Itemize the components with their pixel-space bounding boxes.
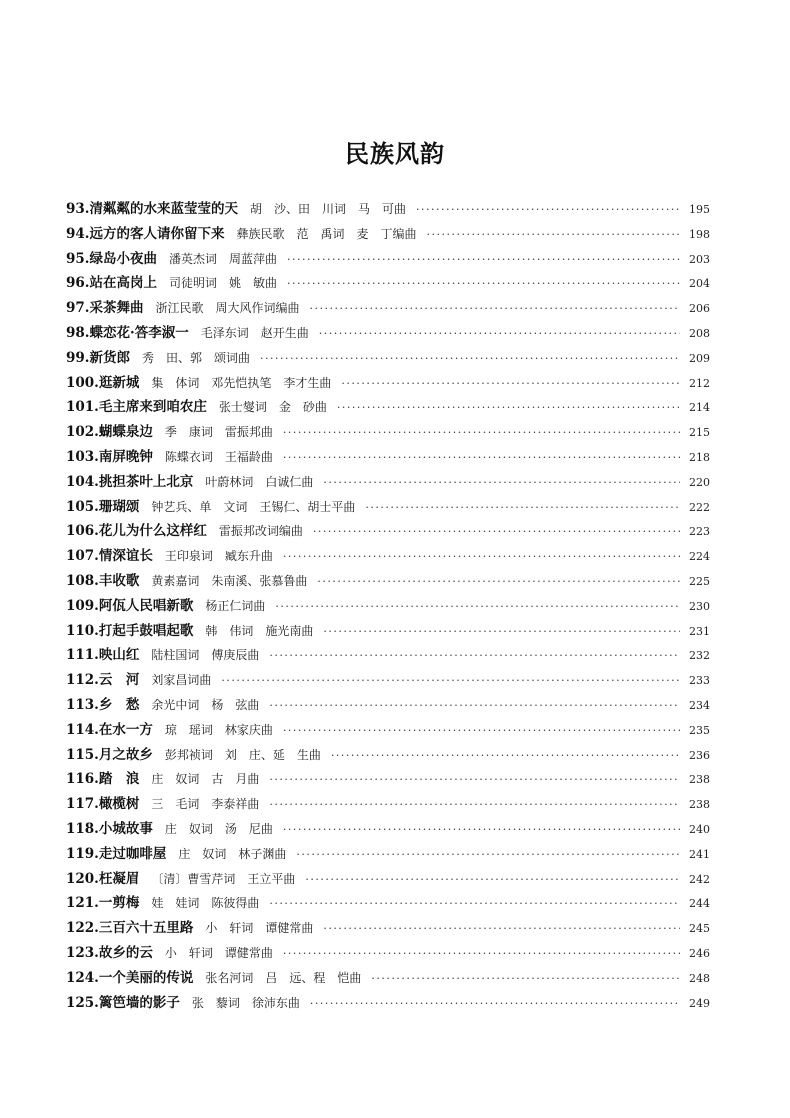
song-title: 挑担茶叶上北京 — [98, 473, 194, 490]
page-number: 214 — [689, 401, 710, 415]
toc-entry[interactable] — [66, 743, 710, 768]
page-number: 209 — [689, 351, 710, 365]
song-title: 情深谊长 — [98, 548, 153, 565]
song-title: 走过咖啡屋 — [98, 845, 167, 862]
song-title: 花儿为什么这样红 — [98, 523, 207, 540]
toc-entry[interactable] — [66, 247, 710, 272]
entry-number: 104. — [66, 473, 99, 490]
song-credit: 彝族民歌 范 禹词 麦 丁编曲 — [236, 226, 417, 241]
dot-leader — [283, 421, 680, 445]
page-number: 198 — [689, 227, 710, 241]
page-number: 241 — [689, 847, 710, 861]
toc-entry[interactable] — [66, 792, 710, 817]
song-credit: 胡 沙、田 川词 马 可曲 — [250, 202, 407, 216]
page-number: 224 — [689, 550, 710, 564]
dot-leader — [283, 942, 680, 966]
song-title: 采茶舞曲 — [89, 300, 144, 317]
page-number: 242 — [689, 872, 710, 886]
page-number: 215 — [689, 426, 710, 440]
song-credit: 陈蝶衣词 王福龄曲 — [164, 449, 273, 464]
toc-entry[interactable] — [66, 643, 710, 668]
song-credit: 杨正仁词曲 — [205, 598, 266, 613]
entry-number: 106. — [66, 523, 99, 540]
toc-entry[interactable] — [66, 594, 710, 619]
dot-leader — [371, 967, 680, 991]
entry-number: 111. — [66, 647, 99, 664]
song-credit: 张士燮词 金 砂曲 — [218, 400, 327, 415]
song-credit: 三 毛词 李泰祥曲 — [151, 797, 260, 812]
song-title: 远方的客人请你留下来 — [89, 225, 225, 242]
entry-number: 102. — [66, 424, 99, 441]
toc-entry[interactable] — [66, 271, 710, 296]
dot-leader — [337, 396, 680, 420]
song-credit: 张 藜词 徐沛东曲 — [191, 995, 300, 1010]
toc-entry[interactable] — [66, 495, 710, 520]
song-title: 三百六十五里路 — [98, 920, 194, 937]
song-credit: 钟艺兵、单 文词 王锡仁、胡士平曲 — [151, 499, 356, 514]
toc-entry[interactable] — [66, 321, 710, 346]
page-number: 240 — [689, 822, 710, 836]
song-title: 阿佤人民唱新歌 — [98, 597, 194, 614]
page-number: 212 — [689, 376, 710, 390]
song-credit: 陆柱国词 傅庚辰曲 — [151, 648, 260, 663]
song-title: 丰收歌 — [98, 572, 140, 589]
entry-number: 120. — [66, 870, 99, 887]
entry-number: 122. — [66, 920, 99, 937]
song-credit: 琼 瑶词 林家庆曲 — [164, 722, 273, 737]
toc-entry[interactable] — [66, 619, 710, 644]
toc-entry[interactable] — [66, 891, 710, 916]
dot-leader — [323, 917, 680, 941]
entry-number: 124. — [66, 969, 99, 986]
dot-leader — [269, 644, 680, 668]
page-number: 235 — [689, 723, 710, 737]
entry-number: 94. — [66, 225, 90, 242]
song-credit: 庄 奴词 汤 尼曲 — [164, 821, 273, 836]
dot-leader — [416, 198, 680, 222]
entry-number: 119. — [66, 845, 99, 862]
page-number: 233 — [689, 674, 710, 688]
entry-number: 99. — [66, 349, 90, 366]
toc-entry[interactable] — [66, 420, 710, 445]
song-title: 小城故事 — [98, 820, 153, 837]
dot-leader — [305, 868, 680, 892]
entry-number: 107. — [66, 548, 99, 565]
dot-leader — [323, 471, 680, 495]
entry-number: 118. — [66, 820, 99, 837]
song-title: 映山红 — [98, 647, 140, 664]
toc-entry[interactable] — [66, 991, 710, 1016]
song-credit: 小 轩词 谭健常曲 — [164, 945, 273, 960]
dot-leader — [296, 843, 680, 867]
dot-leader — [310, 992, 680, 1016]
entry-number: 116. — [66, 771, 99, 788]
entry-number: 112. — [66, 672, 99, 689]
toc-entry[interactable] — [66, 767, 710, 792]
page-number: 203 — [689, 252, 710, 266]
entry-number: 103. — [66, 448, 99, 465]
song-title: 站在高岗上 — [89, 275, 157, 292]
page-number: 195 — [689, 203, 710, 216]
song-credit: 庄 奴词 古 月曲 — [151, 772, 260, 787]
entry-number: 123. — [66, 944, 99, 961]
toc-entry[interactable] — [66, 197, 710, 222]
song-title: 清粼粼的水来蓝莹莹的天 — [89, 201, 238, 217]
dot-leader — [269, 694, 680, 718]
page-number: 206 — [689, 302, 710, 316]
toc-entry[interactable] — [66, 519, 710, 544]
song-title: 南屏晚钟 — [98, 448, 153, 465]
toc-entry[interactable] — [66, 941, 710, 966]
page-number: 249 — [689, 996, 710, 1010]
entry-number: 101. — [66, 399, 99, 416]
dot-leader — [260, 347, 680, 371]
page-number: 246 — [689, 946, 710, 960]
toc-entry[interactable] — [66, 966, 710, 991]
page-number: 248 — [689, 971, 710, 985]
section-title: 民族风韵 — [345, 139, 445, 168]
page-number: 244 — [689, 897, 710, 911]
song-credit: 毛泽东词 赵开生曲 — [200, 325, 309, 340]
dot-leader — [275, 595, 680, 619]
song-credit: 彭邦祯词 刘 庄、延 生曲 — [164, 747, 321, 762]
toc-entry[interactable] — [66, 867, 710, 892]
page-number: 225 — [689, 574, 710, 588]
song-title: 在水一方 — [98, 721, 153, 738]
entry-number: 108. — [66, 572, 99, 589]
dot-leader — [323, 620, 680, 644]
song-credit: 〔清〕曹雪芹词 王立平曲 — [151, 871, 296, 886]
entry-number: 93. — [66, 201, 90, 217]
song-credit: 韩 伟词 施光南曲 — [205, 623, 314, 638]
toc-entry[interactable] — [66, 544, 710, 569]
page-number: 238 — [689, 798, 710, 812]
song-title: 绿岛小夜曲 — [89, 250, 157, 267]
song-credit: 司徒明词 姚 敏曲 — [169, 276, 278, 291]
song-title: 篱笆墙的影子 — [98, 994, 180, 1011]
toc-entry[interactable] — [66, 346, 710, 371]
song-credit: 浙江民歌 周大风作词编曲 — [155, 301, 300, 316]
dot-leader — [269, 768, 680, 792]
dot-leader — [427, 223, 680, 247]
entry-number: 109. — [66, 597, 99, 614]
song-credit: 潘英杰词 周蓝萍曲 — [169, 251, 278, 266]
dot-leader — [317, 570, 680, 594]
song-title: 打起手鼓唱起歌 — [98, 622, 194, 639]
song-credit: 叶蔚林词 白诚仁曲 — [205, 474, 314, 489]
toc-entry[interactable] — [66, 445, 710, 470]
entry-number: 125. — [66, 994, 99, 1011]
dot-leader — [287, 248, 680, 272]
song-title: 乡 愁 — [98, 696, 140, 713]
page-number: 236 — [689, 748, 710, 762]
toc-entry[interactable] — [66, 470, 710, 495]
song-credit: 余光中词 杨 弦曲 — [151, 697, 260, 712]
song-credit: 黄素嘉词 朱南溪、张慕鲁曲 — [151, 573, 308, 588]
song-title: 踏 浪 — [98, 771, 140, 788]
song-title: 一个美丽的传说 — [98, 969, 194, 986]
entry-number: 117. — [66, 796, 99, 813]
song-title: 毛主席来到咱农庄 — [98, 399, 207, 416]
page-number: 220 — [689, 475, 710, 489]
toc-list — [66, 197, 710, 1015]
toc-entry[interactable] — [66, 296, 710, 321]
song-title: 新货郎 — [89, 349, 130, 366]
song-credit: 王印泉词 臧东升曲 — [164, 549, 273, 564]
page-number: 245 — [689, 922, 710, 936]
toc-entry[interactable] — [66, 718, 710, 743]
song-credit: 庄 奴词 林子渊曲 — [178, 846, 287, 861]
dot-leader — [269, 793, 680, 817]
toc-entry[interactable] — [66, 817, 710, 842]
dot-leader — [310, 297, 680, 321]
song-credit: 雷振邦改词编曲 — [218, 524, 303, 539]
entry-number: 113. — [66, 696, 99, 713]
song-title: 枉凝眉 — [98, 870, 140, 887]
song-credit: 小 轩词 谭健常曲 — [205, 921, 314, 936]
song-title: 月之故乡 — [98, 746, 153, 763]
toc-entry[interactable] — [66, 222, 710, 247]
page-number: 208 — [689, 326, 710, 340]
page-number: 234 — [689, 698, 710, 712]
song-title: 逛新城 — [98, 374, 140, 391]
page-number: 231 — [689, 624, 710, 638]
dot-leader — [313, 520, 680, 544]
entry-number: 110. — [66, 622, 99, 639]
page-number: 238 — [689, 773, 710, 787]
song-title: 蝶恋花·答李淑一 — [89, 324, 189, 341]
page-number: 218 — [689, 450, 710, 464]
song-credit: 刘家昌词曲 — [151, 673, 212, 688]
entry-number: 114. — [66, 721, 99, 738]
dot-leader — [283, 818, 680, 842]
song-credit: 娃 娃词 陈彼得曲 — [151, 896, 260, 911]
entry-number: 98. — [66, 324, 90, 341]
entry-number: 121. — [66, 895, 99, 912]
song-title: 珊瑚颂 — [98, 498, 140, 515]
song-credit: 集 体词 邓先恺执笔 李才生曲 — [151, 375, 332, 390]
song-credit: 张名河词 吕 远、程 恺曲 — [205, 970, 362, 985]
dot-leader — [283, 446, 680, 470]
toc-entry[interactable] — [66, 395, 710, 420]
toc-entry[interactable] — [66, 668, 710, 693]
song-title: 一剪梅 — [98, 895, 140, 912]
page-number: 222 — [689, 500, 710, 514]
song-credit: 秀 田、郭 颂词曲 — [142, 350, 251, 365]
toc-entry[interactable] — [66, 842, 710, 867]
dot-leader — [221, 669, 680, 693]
song-title: 故乡的云 — [98, 944, 153, 961]
dot-leader — [331, 744, 680, 768]
entry-number: 96. — [66, 275, 90, 292]
page-number: 223 — [689, 525, 710, 539]
dot-leader — [341, 372, 680, 396]
entry-number: 115. — [66, 746, 99, 763]
toc-entry[interactable] — [66, 693, 710, 718]
toc-entry[interactable] — [66, 569, 710, 594]
toc-entry[interactable] — [66, 916, 710, 941]
dot-leader — [283, 545, 680, 569]
toc-entry[interactable] — [66, 371, 710, 396]
song-title: 云 河 — [98, 672, 140, 689]
dot-leader — [283, 719, 680, 743]
page-number: 230 — [689, 599, 710, 613]
song-credit: 季 康词 雷振邦曲 — [164, 425, 273, 440]
dot-leader — [365, 496, 680, 520]
song-title: 蝴蝶泉边 — [98, 424, 153, 441]
entry-number: 97. — [66, 300, 90, 317]
page-number: 204 — [689, 277, 710, 291]
dot-leader — [269, 892, 680, 916]
entry-number: 95. — [66, 250, 90, 267]
song-title: 橄榄树 — [98, 796, 140, 813]
dot-leader — [319, 322, 680, 346]
page-number: 232 — [689, 649, 710, 663]
entry-number: 100. — [66, 374, 99, 391]
dot-leader — [287, 272, 680, 296]
entry-number: 105. — [66, 498, 99, 515]
